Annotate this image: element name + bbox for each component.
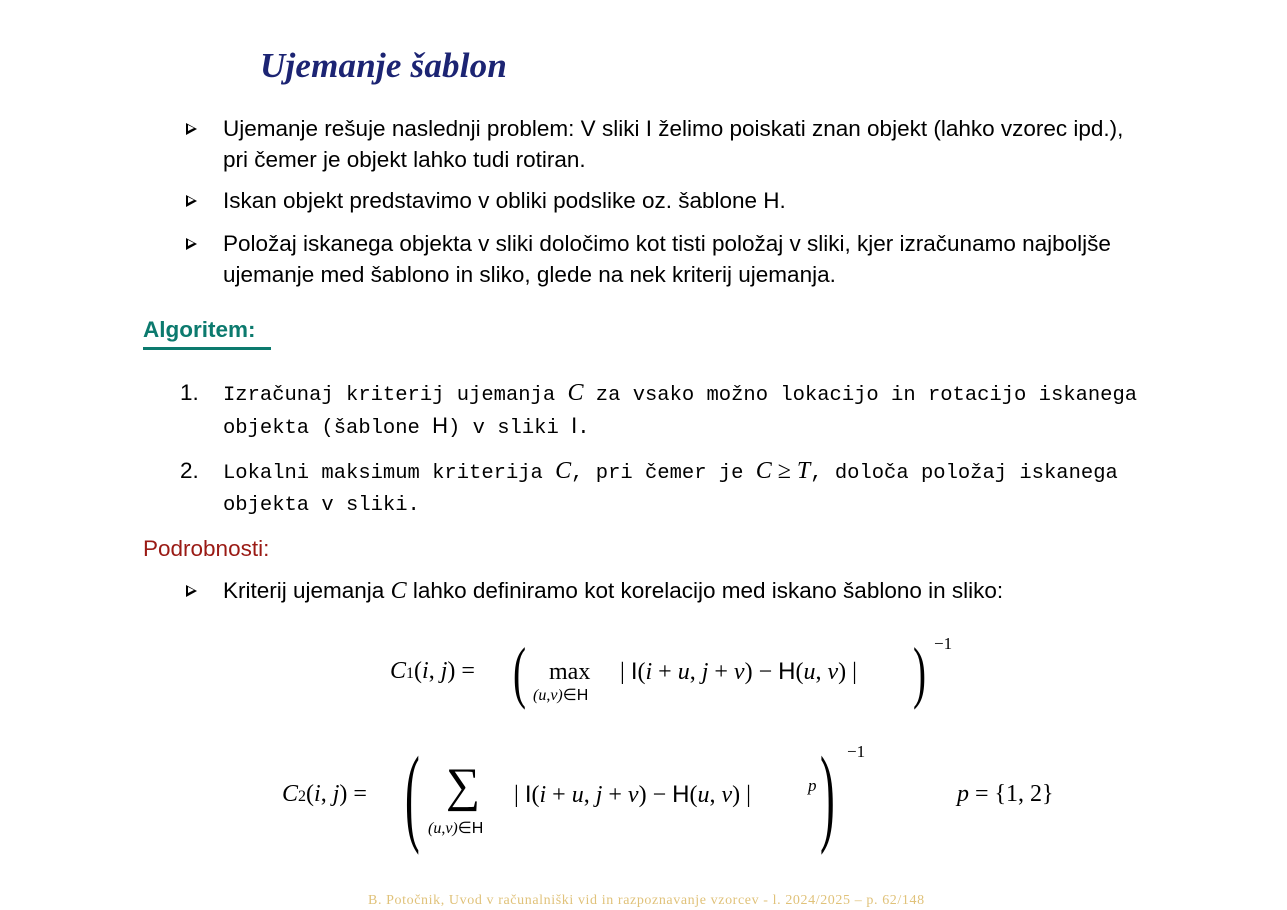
- details-heading: Podrobnosti:: [143, 536, 270, 561]
- details-bullet: [186, 575, 1146, 607]
- c1-left-paren: (: [513, 633, 527, 710]
- c2-lhs: C2(i, j) =: [282, 781, 367, 807]
- bullet-text: Položaj iskanega objekta v sliki določimo kot tisti položaj v sliki, kjer izračunamo najboljše ujemanje med šablono in sliko, glede na nek kriterij ujemanja.: [223, 231, 1111, 287]
- intro-bullet: [186, 228, 1146, 290]
- c1-body: | I(i + u, j + v) − H(u, v) |: [620, 658, 857, 685]
- intro-bullet: [186, 185, 1146, 216]
- step-text: Izračunaj kriterij ujemanja C za vsako možno lokacijo in rotacijo iskanega objekta (šablone H) v sliki I.: [223, 380, 1138, 440]
- step-number: 1.: [180, 380, 199, 405]
- c2-exponent: −1: [847, 742, 866, 761]
- intro-bullet-list: [186, 113, 1146, 290]
- algorithm-heading-underline: [143, 347, 271, 350]
- bullet-text: Kriterij ujemanja C lahko definiramo kot korelacijo med iskano šablono in sliko:: [223, 578, 1004, 604]
- c2-subscript: (u,v)∈H: [428, 820, 484, 837]
- p-definition: p = {1, 2}: [957, 781, 1054, 807]
- c2-body: | I(i + u, j + v) − H(u, v) |: [514, 781, 751, 808]
- algorithm-steps: [178, 378, 1158, 521]
- intro-bullet: [186, 113, 1146, 175]
- c2-right-paren: ): [820, 737, 835, 857]
- c2-power: p: [808, 776, 817, 795]
- algorithm-step: [178, 378, 1158, 444]
- bullet-triangle-icon: [186, 238, 197, 250]
- c1-lhs: C1(i, j) =: [390, 658, 475, 684]
- algorithm-step: [178, 456, 1158, 521]
- algorithm-heading: Algoritem:: [143, 317, 256, 342]
- c2-left-paren: (: [405, 737, 420, 857]
- step-number: 2.: [180, 458, 199, 483]
- bullet-text: Ujemanje rešuje naslednji problem: V sliki I želimo poiskati znan objekt (lahko vzorec ipd.), pri čemer je objekt lahko tudi rotiran.: [223, 116, 1124, 172]
- bullet-triangle-icon: [186, 585, 197, 597]
- c1-max-operator: max: [549, 659, 591, 685]
- c2-sum-symbol-icon: ∑: [446, 759, 481, 812]
- bullet-triangle-icon: [186, 123, 197, 135]
- c1-right-paren: ): [913, 633, 927, 710]
- bullet-triangle-icon: [186, 195, 197, 207]
- c1-subscript: (u,v)∈H: [533, 687, 589, 704]
- c1-exponent: −1: [934, 634, 953, 653]
- step-text: Lokalni maksimum kriterija C, pri čemer je C ≥ T, določa položaj iskanega objekta v sliki.: [223, 458, 1118, 517]
- slide-title: Ujemanje šablon: [260, 46, 508, 85]
- slide-footer: B. Potočnik, Uvod v računalniški vid in razpoznavanje vzorcev - l. 2024/2025 – p. 62/148: [368, 893, 925, 908]
- details-bullet-list: [186, 575, 1146, 607]
- bullet-text: Iskan objekt predstavimo v obliki podslike oz. šablone H.: [223, 188, 786, 213]
